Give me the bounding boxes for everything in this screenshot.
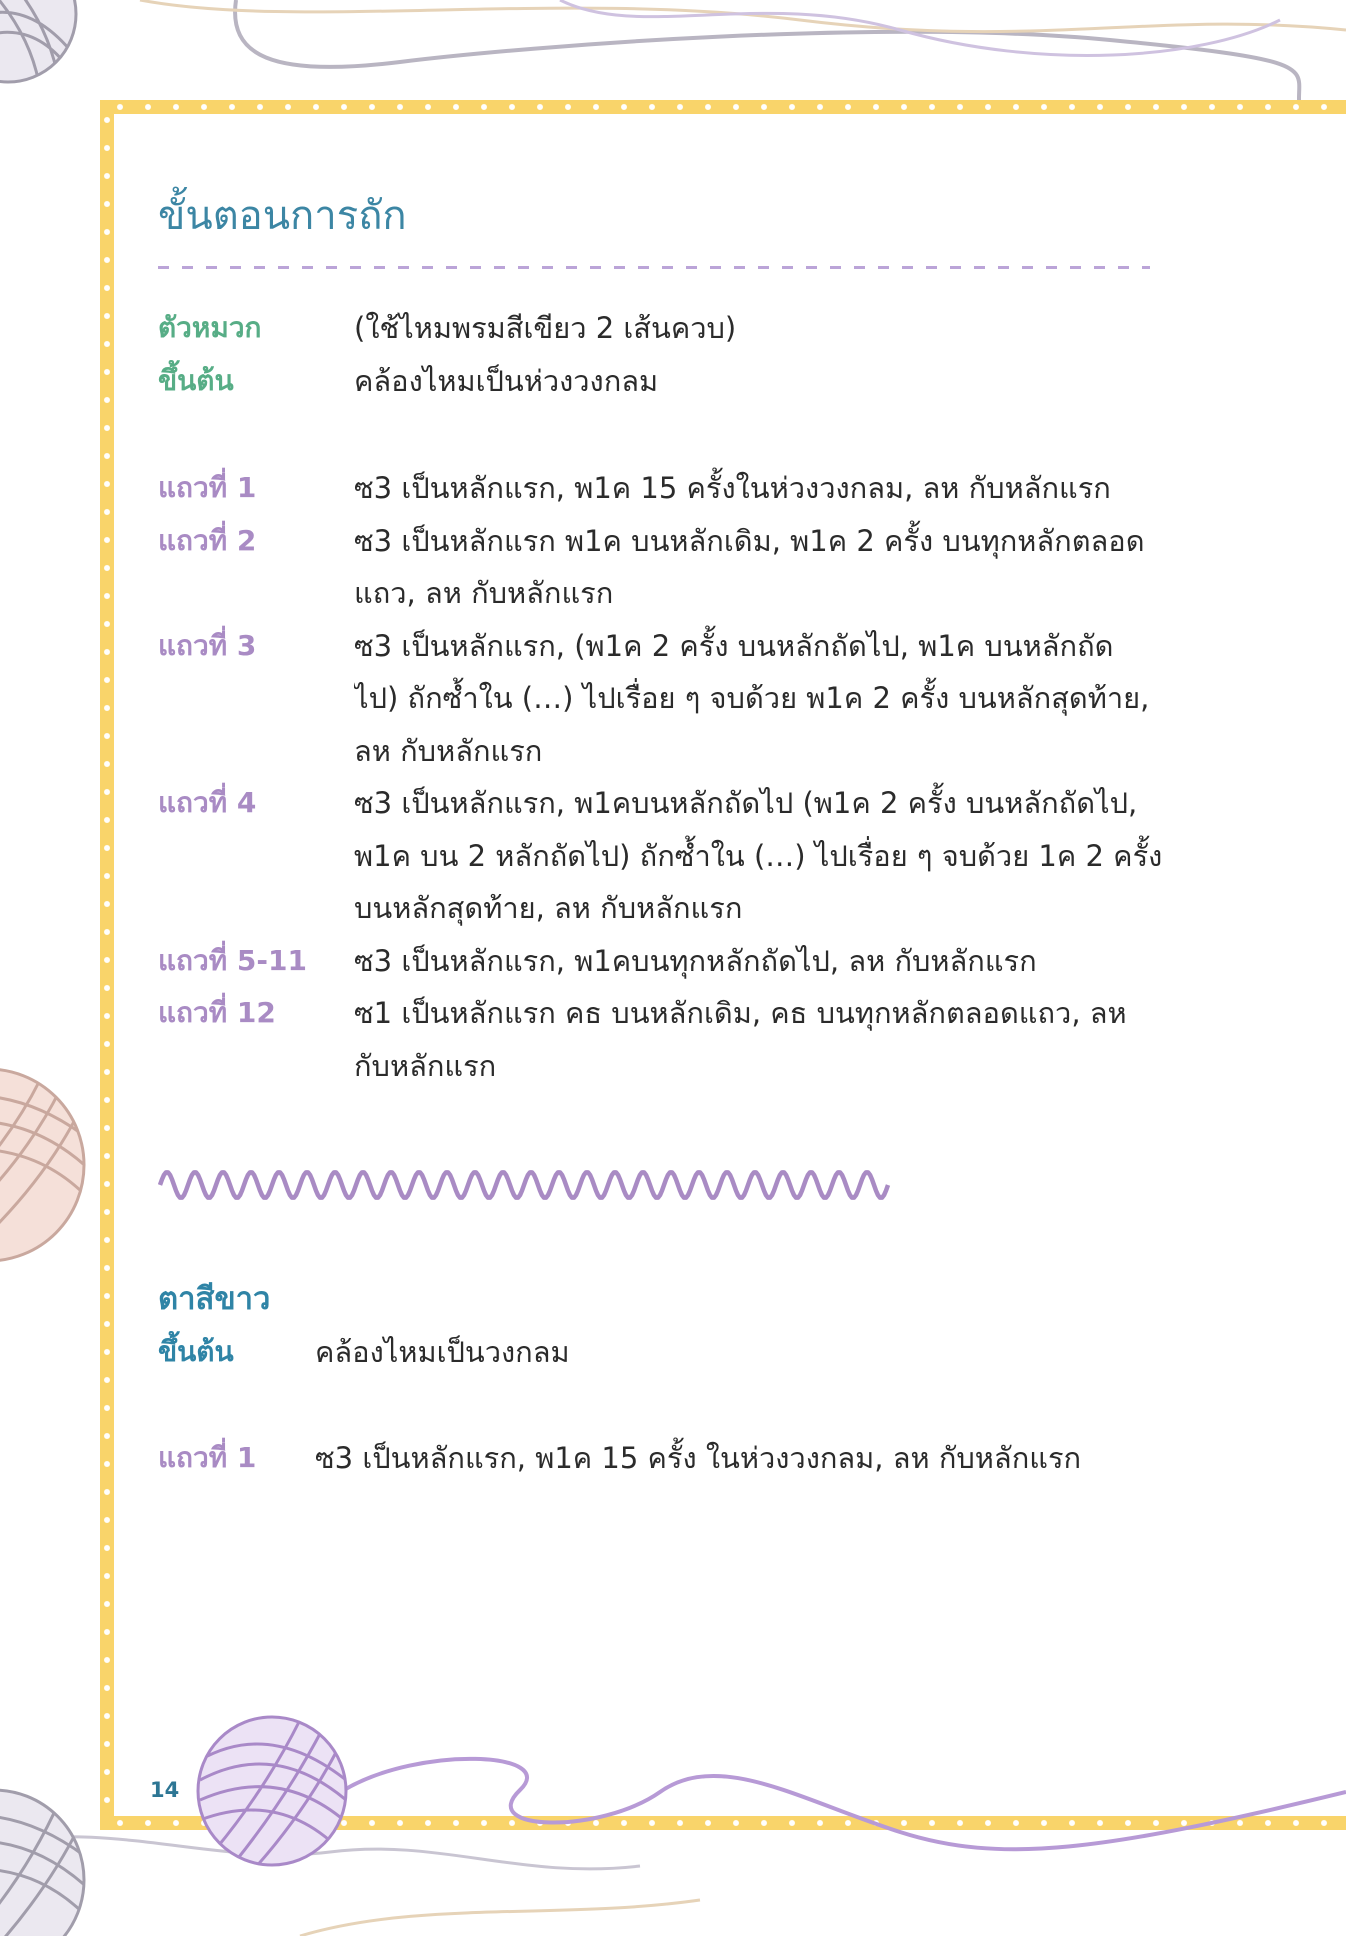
item-value-text: คล้องไหมเป็นวงกลม [315, 1335, 570, 1369]
header-item [158, 1326, 570, 1379]
row-label: แถวที่ 1 [158, 1441, 257, 1474]
item-value-text: (ใช้ไหมพรมสีเขียว 2 เส้นควบ) [354, 311, 737, 345]
row-instructions [354, 987, 1127, 1092]
instruction-line: พ1ค บน 2 หลักถัดไป) ถักซ้ำใน (…) ไปเรื่อย ๆ จบด้วย 1ค 2 ครั้ง [354, 838, 1163, 873]
row-instructions [354, 462, 1111, 515]
instruction-row [158, 777, 1162, 935]
instruction-line: ซ3 เป็นหลักแรก, พ1ค 15 ครั้ง ในห่วงวงกลม, ลห กับหลักแรก [315, 1441, 1082, 1475]
yarn-ball-icon [0, 1069, 90, 1261]
item-value [354, 355, 658, 408]
instruction-line: บนหลักสุดท้าย, ลห กับหลักแรก [354, 891, 743, 925]
instruction-row [158, 462, 1162, 515]
page-number: 14 [150, 1778, 180, 1802]
row-label: แถวที่ 2 [158, 523, 257, 557]
row-label: แถวที่ 1 [158, 471, 257, 504]
item-label: ขึ้นต้น [158, 363, 234, 397]
yarn-ball-icon [198, 1717, 346, 1868]
yarn-ball-icon [0, 1790, 90, 1936]
frame-left-border [100, 100, 114, 1830]
eye-rows [158, 1432, 1081, 1485]
item-label: ตัวหมวก [158, 311, 262, 344]
hat-rows [158, 462, 1162, 1092]
frame-top-border [100, 100, 1346, 114]
instruction-line: ไป) ถักซ้ำใน (…) ไปเรื่อย ๆ จบด้วย พ1ค 2 ครั้ง บนหลักสุดท้าย, [354, 681, 1150, 715]
yarn-string-top-2 [140, 0, 1346, 32]
header-item [158, 302, 736, 355]
section-title-eye: ตาสีขาว [158, 1281, 271, 1317]
yarn-string-top-3 [560, 0, 1280, 55]
instruction-line: ซ3 เป็นหลักแรก, พ1ค 15 ครั้งในห่วงวงกลม, ลห กับหลักแรก [354, 471, 1111, 505]
eye-header-items [158, 1326, 570, 1379]
instruction-line: กับหลักแรก [354, 1048, 497, 1083]
item-value [315, 1326, 570, 1379]
row-instructions [354, 935, 1037, 988]
instruction-row [158, 515, 1162, 620]
instruction-line: ซ3 เป็นหลักแรก, พ1คบนหลักถัดไป (พ1ค 2 ครั้ง บนหลักถัดไป, [354, 786, 1138, 820]
instruction-line: ซ3 เป็นหลักแรก, (พ1ค 2 ครั้ง บนหลักถัดไป, พ1ค บนหลักถัด [354, 628, 1114, 663]
instruction-line: ซ3 เป็นหลักแรก พ1ค บนหลักเดิม, พ1ค 2 ครั้ง บนทุกหลักตลอด [354, 523, 1145, 558]
yarn-string-top [235, 0, 1300, 112]
hat-header-items [158, 302, 736, 407]
instruction-row [158, 987, 1162, 1092]
item-label: ขึ้นต้น [158, 1335, 234, 1368]
row-instructions [315, 1432, 1081, 1485]
instruction-row [158, 935, 1162, 988]
instruction-line: ซ3 เป็นหลักแรก, พ1คบนทุกหลักถัดไป, ลห กับหลักแรก [354, 943, 1037, 978]
frame-bottom-border [100, 1816, 1346, 1830]
instruction-line: ลห กับหลักแรก [354, 733, 543, 768]
row-instructions [354, 777, 1162, 935]
instruction-row [158, 1432, 1081, 1485]
dashed-divider [158, 266, 1150, 269]
instruction-line: แถว, ลห กับหลักแรก [354, 576, 614, 610]
yarn-string-bottom-2 [0, 1837, 640, 1869]
instruction-line: ซ1 เป็นหลักแรก คธ บนหลักเดิม, คธ บนทุกหลักตลอดแถว, ลห [354, 996, 1127, 1030]
instruction-row [158, 620, 1162, 778]
zigzag-divider [158, 1160, 893, 1210]
row-instructions [354, 515, 1145, 620]
row-label: แถวที่ 4 [158, 786, 257, 819]
item-value [354, 302, 736, 355]
item-value-text: คล้องไหมเป็นห่วงวงกลม [354, 363, 659, 398]
row-instructions [354, 620, 1149, 778]
yarn-ball-icon [0, 0, 76, 90]
yarn-string-bottom [344, 1759, 1346, 1849]
header-item [158, 355, 736, 408]
yarn-string-bottom-3 [300, 1900, 700, 1936]
row-label: แถวที่ 3 [158, 628, 257, 662]
page-title: ขั้นตอนการถัก [158, 193, 407, 239]
row-label: แถวที่ 12 [158, 996, 276, 1029]
row-label: แถวที่ 5-11 [158, 943, 307, 977]
